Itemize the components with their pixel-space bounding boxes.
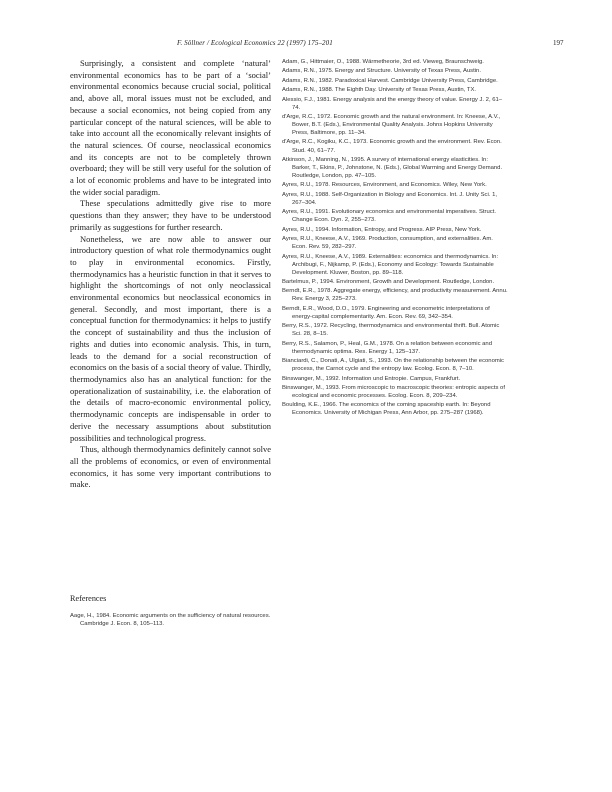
reference-entry: Ayres, R.U., 1978. Resources, Environment, and Economics. Wiley, New York. [282, 182, 487, 189]
body-paragraph: Nonetheless, we are now able to answer our introductory question of what role thermodynamics ought to play in environmental economics. Firstly, thermodynamics has a heuristic function in that it serves to highlight the shortcomings of not only neoclassical environmental economics but neoclassical economics in general. Secondly, and most important, there is a conceptual function for thermodynamics: it helps to justify the concept of sustainability and thus the inclusion of rights and duties into economic analysis. This, in turn, leads to the demand for a social reconstruction of economics on the basis of a social theory of value. Thirdly, thermodynamics also has an analytical function: for the operationalization of sustainability, i.e. the elaboration of the details of macro-economic environmental policy, thermodynamic concepts are indispensable in order to derive the necessary assumptions about substitution possibilities and technological progress. [70, 233, 271, 443]
reference-entry: d'Arge, R.C., Kogiku, K.C., 1973. Economic growth and the environment. Rev. Econ. Stud. 40, 61–77. [282, 139, 502, 154]
body-paragraph: Surprisingly, a consistent and complete ‘natural’ environmental economics has to be part of a ‘social’ environmental economics because crucial social, political and, above all, moral issues must not be excluded, and because a social economics, not being copied from any particular concept of the natural sciences, will be able to take into account all the economically relevant insights of the natural sciences. Of course, neoclassical economics and its concepts are not to be completely thrown overboard; they will be still very useful for the solution of a lot of economic problems and have to be integrated into the wider social paradigm. [70, 58, 271, 197]
reference-entry: Bianciardi, C., Donati, A., Ulgiati, S., 1993. On the relationship between the economic process, the Carnot cycle and the entropy law. Ecolog. Econ. 8, 7–10. [282, 358, 505, 373]
body-paragraph: Thus, although thermodynamics definitely cannot solve all the problems of economics, or even of environmental economics, it has some very important contributions to make. [70, 444, 271, 490]
body-text-column [70, 58, 271, 491]
reference-entry: Atkinson, J., Manning, N., 1995. A survey of international energy elasticities. In: Barker, T., Ekins, P., Johnstone, N. (Eds.), Global Warming and Energy Demand. Routledge, London, pp. 47–105. [282, 156, 503, 180]
reference-entry: Adams, R.N., 1982. Paradoxical Harvest. Cambridge University Press, Cambridge. [282, 77, 498, 84]
reference-entry: Ayres, R.U., Kneese, A.V., 1989. Externalities: economics and thermodynamics. In: Archibugi, F., Nijkamp, P. (Eds.), Economy and Ecology: Towards Sustainable Development. Kluwer, Boston, pp. 89–118. [282, 253, 499, 276]
reference-entry: Ayres, R.U., 1988. Self-Organization in Biology and Economics. Int. J. Unity Sci. 1, 267–304. [282, 191, 497, 206]
reference-entry: Adam, G., Hittmaier, O., 1988. Wärmetheorie, 3rd ed. Vieweg, Braunschweig. [282, 59, 484, 65]
reference-entry: Ayres, R.U., Kneese, A.V., 1969. Production, consumption, and externalities. Am. Econ. Rev. 59, 282–297. [282, 236, 493, 251]
page-header [0, 39, 612, 51]
references-heading: References [70, 594, 107, 603]
body-paragraph: These speculations admittedly give rise to more questions than they answer; they have to be understood primarily as suggestions for further research. [70, 198, 271, 232]
reference-entry: Berndt, E.R., Wood, D.O., 1979. Engineering and econometric interpretations of energy-capital complementarity. Am. Econ. Rev. 69, 342–354. [282, 305, 490, 320]
reference-entry: Bartelmus, P., 1994. Environment, Growth and Development. Routledge, London. [282, 278, 495, 285]
reference-entry: Berndt, E.R., 1978. Aggregate energy, efficiency, and productivity measurement. Annu. Rev. Energy 3, 225–273. [282, 288, 508, 303]
reference-entry: Aage, H., 1984. Economic arguments on the sufficiency of natural resources. Cambridge J. Econ. 8, 105–113. [70, 613, 271, 628]
running-head: F. Söllner / Ecological Economics 22 (1997) 175–201 [177, 39, 333, 47]
reference-entry: Adams, R.N., 1975. Energy and Structure. University of Texas Press, Austin. [282, 68, 481, 75]
reference-entry: Alessio, F.J., 1981. Energy analysis and the energy theory of value. Energy J. 2, 61–74. [282, 96, 503, 111]
reference-entry: Ayres, R.U., 1994. Information, Entropy, and Progress. AIP Press, New York. [282, 226, 482, 233]
reference-entry: d'Arge, R.C., 1972. Economic growth and the natural environment. In: Kneese, A.V., Bower, B.T. (Eds.), Environmental Quality Analysis. Johns Hopkins University Press, Baltimore, pp. 11–34. [282, 114, 501, 137]
reference-entry: Berry, R.S., Salamon, P., Heal, G.M., 1978. On a relation between economic and thermodynamic optima. Res. Energy 1, 125–137. [282, 340, 492, 355]
reference-entry: Ayres, R.U., 1991. Evolutionary economics and environmental imperatives. Struct. Change Econ. Dyn. 2, 255–273. [282, 209, 497, 224]
references-list-left [70, 612, 274, 629]
reference-entry: Boulding, K.E., 1966. The economics of the coming spaceship earth. In: Beyond Economics. University of Michigan Press, Ann Arbor, pp. 275–287 (1968). [282, 402, 491, 417]
reference-entry: Berry, R.S., 1972. Recycling, thermodynamics and environmental thrift. Bull. Atomic Sci. 28, 8–15. [282, 323, 500, 338]
reference-entry: Binswanger, M., 1993. From microscopic to macroscopic theories: entropic aspects of ecological and economic processes. Ecolog. Econ. 8, 209–234. [282, 384, 505, 399]
reference-entry: Adams, R.N., 1988. The Eighth Day. University of Texas Press, Austin, TX. [282, 87, 477, 94]
reference-entry: Binswanger, M., 1992. Information und Entropie. Campus, Frankfurt. [282, 375, 461, 382]
references-list-right [282, 58, 508, 419]
page-number: 197 [553, 39, 564, 47]
